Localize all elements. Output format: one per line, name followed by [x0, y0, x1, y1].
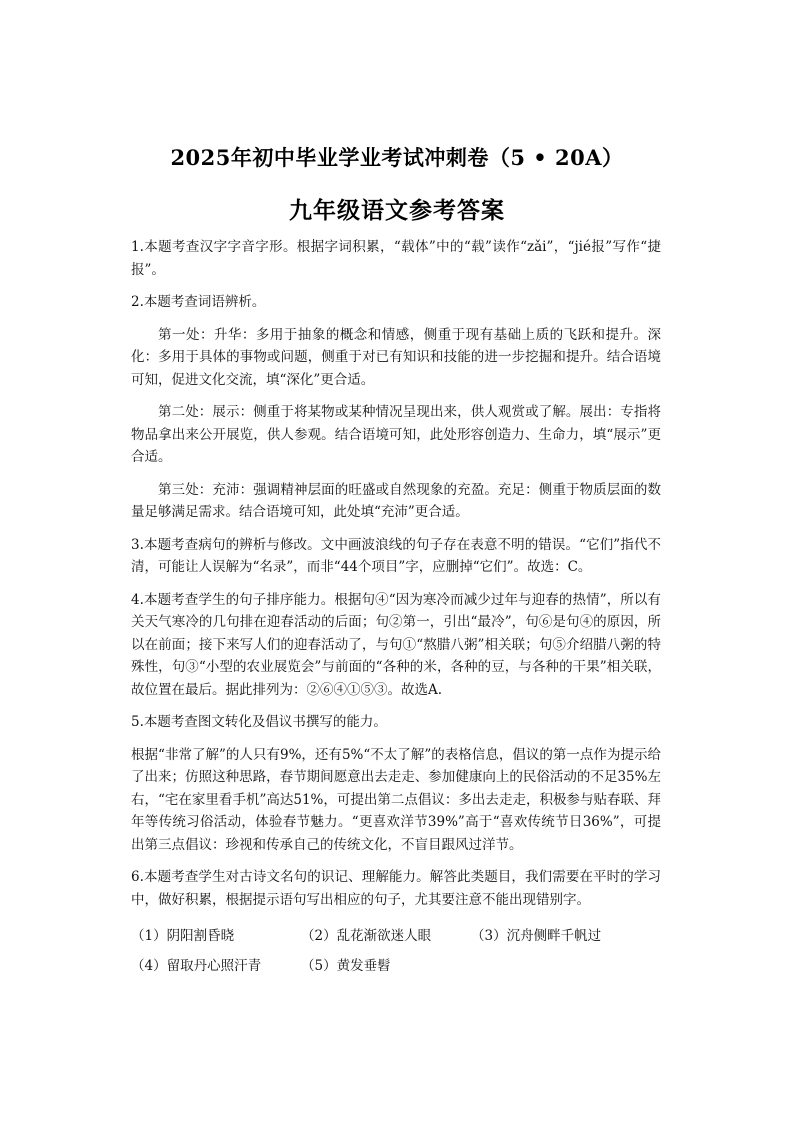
answer-key-title: 九年级语文参考答案	[289, 197, 505, 224]
question-6-answer-list	[131, 921, 661, 981]
answer-item: （5）黄发垂髫	[301, 958, 391, 974]
question-4-answer: 4.本题考查学生的句子排序能力。根据句④“因为寒冷而减少过年与迎春的热情”，所以有关天气寒冷的几句排在迎春活动的后面；句②第一，引出“最冷”，句⑥是句④的原因，所以在前面；接下来写人们的迎春活动了，与句①“熬腊八粥”相关联；句⑤介绍腊八粥的特殊性，句③“小型的农业展览会”与前面的“各种的米，各种的豆，与各种的干果”相关联，故位置在最后。据此排列为：②⑥④①⑤③。故选A.	[131, 591, 661, 698]
question-6-answer: 6.本题考查学生对古诗文名句的识记、理解能力。解答此类题目，我们需要在平时的学习中，做好积累，根据提示语句写出相应的句子，尤其要注意不能出现错别字。	[131, 869, 661, 908]
question-2-heading: 2.本题考查词语辨析。	[131, 294, 266, 310]
answer-item: （4）留取丹心照汗青	[131, 958, 262, 974]
question-2-point-2: 第二处：展示：侧重于将某物或某种情况呈现出来，供人观赏或了解。展出：专指将物品拿出来公开展览，供人参观。结合语境可知，此处形容创造力、生命力，填“展示”更合适。	[131, 404, 661, 465]
exam-title: 2025年初中毕业学业考试冲刺卷（5 • 20A）	[170, 145, 624, 170]
question-3-answer: 3.本题考查病句的辨析与修改。文中画波浪线的句子存在表意不明的错误。“它们”指代不清，可能让人误解为“名录”，而非“44个项目”字，应删掉“它们”。故选：C。	[131, 536, 661, 575]
question-5-answer: 根据“非常了解”的人只有9%，还有5%“不太了解”的表格信息，倡议的第一点作为提示给了出来；仿照这种思路，春节期间愿意出去走走、参加健康向上的民俗活动的不足35%左右，“宅在家里看手机”高达51%，可提出第二点倡议：多出去走走，积极参与贴春联、拜年等传统习俗活动，体验春节魅力。“更喜欢洋节39%”高于“喜欢传统节日36%”，可提出第三点倡议：珍视和传承自己的传统文化，不盲目跟风过洋节。	[131, 746, 661, 853]
question-2-point-1: 第一处：升华：多用于抽象的概念和情感，侧重于现有基础上质的飞跃和提升。深化：多用于具体的事物或问题，侧重于对已有知识和技能的进一步挖掘和提升。结合语境可知，促进文化交流，填“深化”更合适。	[131, 326, 661, 388]
answer-content	[131, 236, 661, 989]
question-1-answer: 1.本题考查汉字字音字形。根据字词积累，“载体”中的“载”读作“zǎi”，“jié报”写作“捷报”。	[131, 239, 661, 278]
answer-item: （2）乱花渐欲迷人眼	[301, 928, 432, 944]
question-5-heading: 5.本题考查图文转化及倡议书撰写的能力。	[131, 714, 387, 730]
answer-item: （1）阴阳割昏晓	[131, 928, 235, 944]
answer-item: （3）沉舟侧畔千帆过	[471, 928, 602, 944]
question-2-point-3: 第三处：充沛：强调精神层面的旺盛或自然现象的充盈。充足：侧重于物质层面的数量足够满足需求。结合语境可知，此处填“充沛”更合适。	[131, 481, 661, 520]
